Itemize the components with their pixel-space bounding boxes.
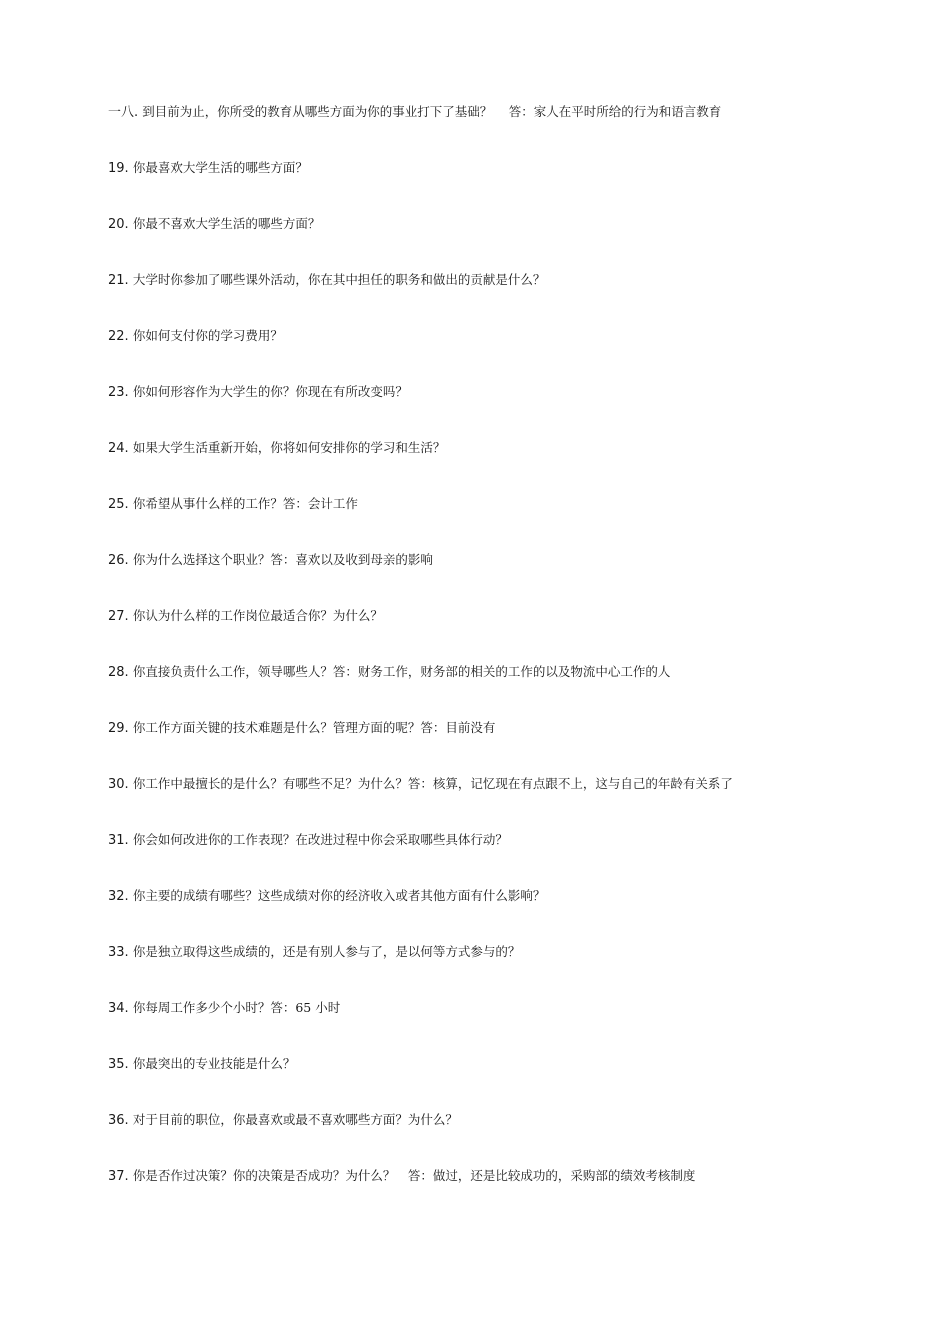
question-item xyxy=(108,886,908,942)
question-text: 你是独立取得这些成绩的，还是有别人参与了，是以何等方式参与的？ xyxy=(132,944,521,959)
question-number: 23. xyxy=(108,385,129,400)
question-text: 你是否作过决策？你的决策是否成功？为什么？ 答：做过，还是比较成功的，采购部的绩效考核制度 xyxy=(132,1168,696,1183)
question-text: 对于目前的职位，你最喜欢或最不喜欢哪些方面？为什么？ xyxy=(132,1112,458,1127)
question-list xyxy=(108,102,908,1222)
question-number: 33. xyxy=(108,945,129,960)
question-item xyxy=(108,606,908,662)
question-number: 26. xyxy=(108,553,129,568)
question-number: 28. xyxy=(108,665,129,680)
question-text: 你希望从事什么样的工作？答：会计工作 xyxy=(132,496,358,511)
question-item xyxy=(108,942,908,998)
question-item xyxy=(108,662,908,718)
question-text: 你会如何改进你的工作表现？在改进过程中你会采取哪些具体行动？ xyxy=(132,832,508,847)
question-item xyxy=(108,830,908,886)
question-item xyxy=(108,774,908,830)
question-number: 35. xyxy=(108,1057,129,1072)
question-number: 25. xyxy=(108,497,129,512)
question-item xyxy=(108,270,908,326)
question-text: 如果大学生活重新开始，你将如何安排你的学习和生活？ xyxy=(132,440,446,455)
question-number: 22. xyxy=(108,329,129,344)
question-number: 37. xyxy=(108,1169,129,1184)
question-text: 你工作方面关键的技术难题是什么？管理方面的呢？答：目前没有 xyxy=(132,720,496,735)
question-text: 你主要的成绩有哪些？这些成绩对你的经济收入或者其他方面有什么影响？ xyxy=(132,888,546,903)
question-text: 你最喜欢大学生活的哪些方面？ xyxy=(132,160,308,175)
question-text: 你如何形容作为大学生的你？你现在有所改变吗？ xyxy=(132,384,408,399)
question-item xyxy=(108,1054,908,1110)
question-number: 20. xyxy=(108,217,129,232)
question-item xyxy=(108,998,908,1054)
question-item xyxy=(108,158,908,214)
question-text: 你为什么选择这个职业？答：喜欢以及收到母亲的影响 xyxy=(132,552,433,567)
question-number: 30. xyxy=(108,777,129,792)
question-number: 31. xyxy=(108,833,129,848)
question-item xyxy=(108,1110,908,1166)
question-item xyxy=(108,326,908,382)
question-text: 你工作中最擅长的是什么？有哪些不足？为什么？答：核算，记忆现在有点跟不上，这与自己的年龄有关系了 xyxy=(132,776,733,791)
question-item xyxy=(108,1166,908,1222)
question-item xyxy=(108,102,908,158)
question-number: 29. xyxy=(108,721,129,736)
question-text: 你最突出的专业技能是什么？ xyxy=(132,1056,296,1071)
question-item xyxy=(108,214,908,270)
question-text: 大学时你参加了哪些课外活动，你在其中担任的职务和做出的贡献是什么？ xyxy=(132,272,546,287)
question-text: 你最不喜欢大学生活的哪些方面？ xyxy=(132,216,321,231)
question-number: 32. xyxy=(108,889,129,904)
question-text: 你直接负责什么工作，领导哪些人？答：财务工作，财务部的相关的工作的以及物流中心工作的人 xyxy=(132,664,671,679)
question-number: 一八. xyxy=(108,105,139,120)
question-item xyxy=(108,438,908,494)
question-text: 你认为什么样的工作岗位最适合你？为什么？ xyxy=(132,608,383,623)
question-number: 36. xyxy=(108,1113,129,1128)
question-item xyxy=(108,718,908,774)
question-text: 你每周工作多少个小时？答：65 小时 xyxy=(132,1000,341,1015)
question-number: 24. xyxy=(108,441,129,456)
question-text: 你如何支付你的学习费用？ xyxy=(132,328,283,343)
question-item xyxy=(108,550,908,606)
question-number: 21. xyxy=(108,273,129,288)
question-number: 34. xyxy=(108,1001,129,1016)
question-number: 19. xyxy=(108,161,129,176)
question-item xyxy=(108,382,908,438)
question-text: 到目前为止，你所受的教育从哪些方面为你的事业打下了基础？ 答：家人在平时所给的行为和语言教育 xyxy=(142,104,722,119)
question-number: 27. xyxy=(108,609,129,624)
question-item xyxy=(108,494,908,550)
